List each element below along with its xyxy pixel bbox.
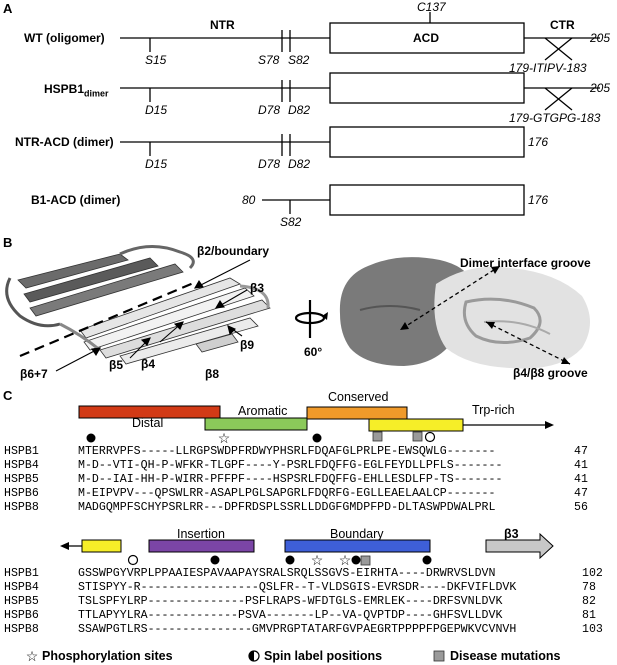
b4-label: β4	[141, 357, 155, 371]
b3-arrow	[486, 534, 553, 558]
rotation-label: 60°	[304, 345, 323, 359]
spin-label-marker	[313, 434, 322, 443]
seq-number: 47	[574, 487, 588, 500]
seq-name: HSPB4	[4, 459, 39, 472]
b1-acd-label: B1-ACD (dimer)	[31, 193, 121, 207]
surface-structure	[340, 257, 590, 368]
d82-label-2: D82	[288, 157, 311, 171]
s82-label-2: S82	[280, 215, 302, 229]
aromatic-label: Aromatic	[238, 404, 288, 418]
b67-label: β6+7	[20, 367, 48, 381]
wt-length: 205	[590, 31, 611, 45]
conserved-label: Conserved	[328, 390, 389, 404]
dimer-groove-label: Dimer interface groove	[460, 256, 591, 270]
d78-label-1: D78	[258, 103, 281, 117]
seq-name: HSPB6	[4, 609, 39, 622]
ntr-acd-length: 176	[528, 135, 549, 149]
boundary-label: Boundary	[330, 527, 384, 541]
disease-square-icon	[413, 432, 422, 441]
distal-label: Distal	[132, 416, 164, 430]
seq-residues: MTERRVPFS-----LLRGPSWDPFRDWYPHSRLFDQAFGLPRLPE-EWSQWLG-------	[78, 445, 496, 458]
seq-residues: TSLSPFYLRP--------------PSFLRAPS-WFDTGLS-EMRLEK----DRFSVNLDVK	[78, 595, 503, 608]
s78-label: S78	[258, 53, 280, 67]
seq-number: 102	[582, 567, 603, 580]
b8-label: β8	[205, 367, 219, 381]
seq-number: 56	[574, 501, 588, 514]
b5-label: β5	[109, 358, 123, 372]
seq-number: 103	[582, 623, 603, 636]
ctr-label: CTR	[550, 18, 575, 32]
dimer-motif-label: 179-GTGPG-183	[509, 111, 601, 125]
spin-label-open-marker	[426, 433, 435, 442]
s15-label: S15	[145, 53, 167, 67]
dimer-length: 205	[590, 81, 611, 95]
svg-text:☆: ☆	[310, 552, 324, 568]
b4b8-groove-label: β4/β8 groove	[513, 366, 588, 380]
d15-label-2: D15	[145, 157, 168, 171]
seq-number: 41	[574, 459, 588, 472]
seq-residues: M-D--VTI-QH-P-WFKR-TLGPF----Y-PSRLFDQFFG-EGLFEYDLLPFLS-------	[78, 459, 503, 472]
arrow-head-icon	[545, 421, 554, 429]
s82-label: S82	[288, 53, 310, 67]
seq-name: HSPB8	[4, 501, 39, 514]
seq-residues: TTLAPYYLRA-------------PSVA-------LP--VA-QVPTDP----GHFSVLLDVK	[78, 609, 503, 622]
conserved-bar	[307, 407, 407, 419]
ntr-acd-label: NTR-ACD (dimer)	[15, 135, 114, 149]
seq-name: HSPB1	[4, 445, 39, 458]
seq-residues: M-EIPVPV---QPSWLRR-ASAPLPGLSAPGRLFDQRFG-EGLLEAELAALCP-------	[78, 487, 496, 500]
b2-boundary-label: β2/boundary	[197, 244, 269, 258]
ntr-label: NTR	[210, 18, 235, 32]
seq-number: 81	[582, 609, 596, 622]
b3-label: β3	[250, 281, 264, 295]
b1-acd-box	[330, 185, 524, 215]
ntr-acd-box	[330, 127, 524, 157]
legend-disease: Disease mutations	[450, 649, 561, 663]
seq-name: HSPB4	[4, 581, 39, 594]
disease-square-icon	[373, 432, 382, 441]
panel-label-a: A	[3, 1, 13, 16]
seq-name: HSPB1	[4, 567, 39, 580]
d15-label: D15	[145, 103, 168, 117]
seq-residues: GSSWPGYVRPLPPAAIESPAVAAPAYSRALSRQLSSGVS-EIRHTA----DRWRVSLDVN	[78, 567, 496, 580]
seq-residues: MADGQMPFSCHYPSRLRR---DPFRDSPLSSRLLDDGFGMDPFPD-DLTASWPDWALPRL	[78, 501, 496, 514]
seq-name: HSPB5	[4, 473, 39, 486]
wt-motif-label: 179-ITIPV-183	[509, 61, 587, 75]
trp-rich-bar	[369, 419, 463, 431]
d78-label-2: D78	[258, 157, 281, 171]
seq-residues: M-D--IAI-HH-P-WIRR-PFFPF----HSPSRLFDQFFG-EHLLESDLFP-TS-------	[78, 473, 503, 486]
seq-name: HSPB5	[4, 595, 39, 608]
boundary-bar	[285, 540, 430, 552]
trp-rich-bar-2	[82, 540, 121, 552]
phospho-star-icon: ☆	[217, 430, 231, 446]
b9-label: β9	[240, 338, 254, 352]
legend-phospho: Phosphorylation sites	[42, 649, 173, 663]
legend-half-circle-icon	[249, 651, 259, 661]
seq-number: 78	[582, 581, 596, 594]
wt-label: WT (oligomer)	[24, 31, 105, 45]
seq-residues: SSAWPGTLRS---------------GMVPRGPTATARFGVPAEGRTPPPPFPGEPWKVCVNVH	[78, 623, 517, 636]
svg-text:☆: ☆	[338, 552, 352, 568]
legend-square-icon	[434, 651, 444, 661]
spin-label-marker	[87, 434, 96, 443]
trp-rich-label: Trp-rich	[472, 403, 515, 417]
seq-number: 82	[582, 595, 596, 608]
seq-number: 47	[574, 445, 588, 458]
legend-star-icon: ☆	[25, 648, 39, 664]
b1-acd-start: 80	[242, 193, 256, 207]
arrow-left-icon	[60, 542, 69, 550]
c137-label: C137	[417, 0, 446, 14]
panel-label-b: B	[3, 235, 13, 250]
b3-region-label: β3	[504, 527, 519, 541]
insertion-label: Insertion	[177, 527, 225, 541]
dimer-acd-box	[330, 73, 524, 103]
hspb1-dimer-label: $HSPB1_{dimer}$	[44, 82, 109, 99]
insertion-bar	[149, 540, 254, 552]
panel-label-c: C	[3, 388, 13, 403]
seq-residues: STISPYY-R-----------------QSLFR--T-VLDSGIS-EVRSDR----DKFVIFLDVK	[78, 581, 517, 594]
aromatic-bar	[205, 418, 307, 430]
d82-label-1: D82	[288, 103, 311, 117]
legend-spin: Spin label positions	[264, 649, 383, 663]
acd-label: ACD	[413, 31, 439, 45]
seq-number: 41	[574, 473, 588, 486]
b1-acd-length: 176	[528, 193, 549, 207]
rotation-arrow-icon	[296, 300, 324, 338]
seq-name: HSPB6	[4, 487, 39, 500]
seq-name: HSPB8	[4, 623, 39, 636]
